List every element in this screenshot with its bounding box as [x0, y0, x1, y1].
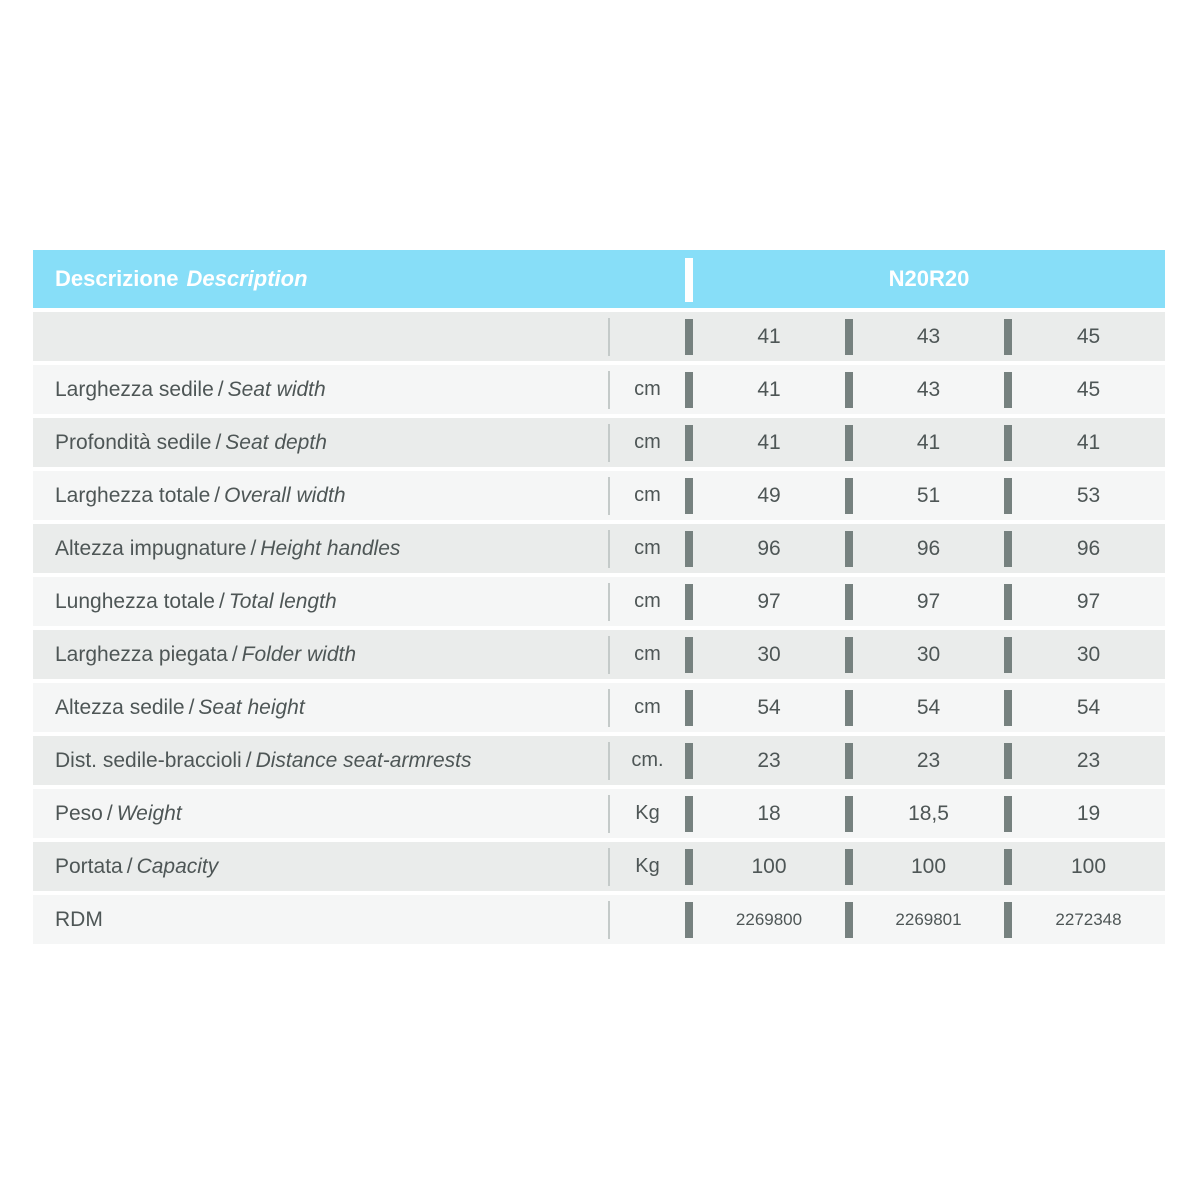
value-col3: 96: [1076, 536, 1101, 560]
table-row-overall-width: [33, 471, 1165, 520]
table-row-total-length: [33, 577, 1165, 626]
row-label: Lunghezza totale / Total length: [55, 589, 337, 613]
row-label: Larghezza sedile / Seat width: [55, 377, 326, 401]
value-col3: 97: [1076, 589, 1101, 613]
table-row-weight: [33, 789, 1165, 838]
table-header: [33, 250, 1165, 308]
value-col3: 100: [1070, 854, 1107, 878]
column-divider: [845, 796, 853, 832]
value-col3: 54: [1076, 695, 1101, 719]
column-divider: [1004, 531, 1012, 567]
value-col3: 23: [1076, 748, 1101, 772]
column-divider: [1004, 796, 1012, 832]
column-divider: [845, 743, 853, 779]
column-divider: [685, 478, 693, 514]
value-col1: 2269800: [735, 909, 803, 929]
spec-table: [33, 250, 1165, 948]
row-unit: cm: [634, 643, 661, 665]
header-divider: [685, 258, 693, 302]
value-col1: 41: [757, 430, 781, 454]
header-description-en: Description: [186, 266, 308, 291]
value-col2: 96: [916, 536, 941, 560]
value-col1: 30: [757, 642, 781, 666]
value-col2: 54: [916, 695, 941, 719]
value-col3: 45: [1076, 324, 1101, 348]
value-col2: 41: [916, 430, 941, 454]
column-divider: [845, 690, 853, 726]
row-unit: Kg: [635, 855, 660, 877]
table-row-seat-depth: [33, 418, 1165, 467]
value-col2: 97: [916, 589, 941, 613]
row-unit: cm: [634, 696, 661, 718]
column-divider: [1004, 637, 1012, 673]
column-divider: [845, 902, 853, 938]
column-divider: [845, 478, 853, 514]
value-col2: 23: [916, 748, 941, 772]
column-divider: [1004, 849, 1012, 885]
value-col2: 43: [916, 324, 941, 348]
column-divider: [685, 902, 693, 938]
label-unit-divider: [608, 318, 610, 356]
column-divider: [685, 796, 693, 832]
value-col3: 45: [1076, 377, 1101, 401]
column-divider: [685, 425, 693, 461]
value-col1: 41: [757, 324, 781, 348]
column-divider: [1004, 584, 1012, 620]
row-label: Altezza sedile / Seat height: [55, 695, 305, 719]
table-row-distance-seat-armrests: [33, 736, 1165, 785]
value-col1: 49: [757, 483, 781, 507]
value-col3: 30: [1076, 642, 1101, 666]
value-col2: 18,5: [908, 801, 949, 825]
column-divider: [685, 584, 693, 620]
column-divider: [1004, 372, 1012, 408]
column-divider: [1004, 902, 1012, 938]
header-description: [55, 250, 308, 308]
value-col1: 23: [757, 748, 781, 772]
value-col3: 19: [1076, 801, 1101, 825]
value-col3: 53: [1076, 483, 1101, 507]
value-col2: 100: [910, 854, 947, 878]
value-col2: 51: [916, 483, 941, 507]
column-divider: [685, 849, 693, 885]
row-label: Larghezza piegata / Folder width: [55, 642, 357, 666]
value-col1: 18: [757, 801, 781, 825]
column-divider: [845, 849, 853, 885]
product-code: N20R20: [888, 266, 970, 291]
table-row-folder-width: [33, 630, 1165, 679]
column-divider: [685, 743, 693, 779]
value-col1: 97: [757, 589, 781, 613]
table-row-height-handles: [33, 524, 1165, 573]
column-divider: [1004, 425, 1012, 461]
row-label: Larghezza totale / Overall width: [55, 483, 346, 507]
row-unit: cm: [634, 431, 661, 453]
column-divider: [685, 690, 693, 726]
column-divider: [845, 425, 853, 461]
row-unit: cm.: [631, 749, 664, 771]
label-unit-divider: [608, 901, 610, 939]
row-unit: Kg: [635, 802, 660, 824]
column-divider: [685, 319, 693, 355]
column-divider: [845, 531, 853, 567]
header-description-it: Descrizione: [55, 266, 179, 291]
value-col2: 2269801: [895, 909, 962, 929]
column-divider: [1004, 690, 1012, 726]
column-divider: [1004, 478, 1012, 514]
row-label: Dist. sedile-braccioli / Distance seat-armrests: [55, 748, 472, 772]
row-label: Portata / Capacity: [55, 854, 219, 878]
column-divider: [1004, 743, 1012, 779]
row-label: Peso / Weight: [55, 801, 182, 825]
table-row-capacity: [33, 842, 1165, 891]
value-col3: 41: [1076, 430, 1101, 454]
column-divider: [845, 319, 853, 355]
value-col2: 30: [916, 642, 941, 666]
column-divider: [685, 372, 693, 408]
table-row-seat-height: [33, 683, 1165, 732]
row-label: [33, 325, 608, 349]
row-label: Altezza impugnature / Height handles: [55, 536, 401, 560]
value-col1: 96: [757, 536, 781, 560]
value-col1: 41: [757, 377, 781, 401]
row-unit: cm: [634, 537, 661, 559]
table-row-sizes: [33, 312, 1165, 361]
row-unit: cm: [634, 378, 661, 400]
column-divider: [685, 637, 693, 673]
row-label: Profondità sedile / Seat depth: [55, 430, 327, 454]
table-row-rdm: [33, 895, 1165, 944]
column-divider: [845, 584, 853, 620]
row-unit: cm: [634, 590, 661, 612]
table-row-seat-width: [33, 365, 1165, 414]
column-divider: [845, 372, 853, 408]
column-divider: [845, 637, 853, 673]
column-divider: [1004, 319, 1012, 355]
column-divider: [685, 531, 693, 567]
row-unit: cm: [634, 484, 661, 506]
value-col3: 2272348: [1055, 909, 1122, 929]
value-col1: 54: [757, 695, 781, 719]
row-label: RDM: [55, 907, 103, 931]
value-col1: 100: [751, 854, 787, 878]
value-col2: 43: [916, 377, 941, 401]
